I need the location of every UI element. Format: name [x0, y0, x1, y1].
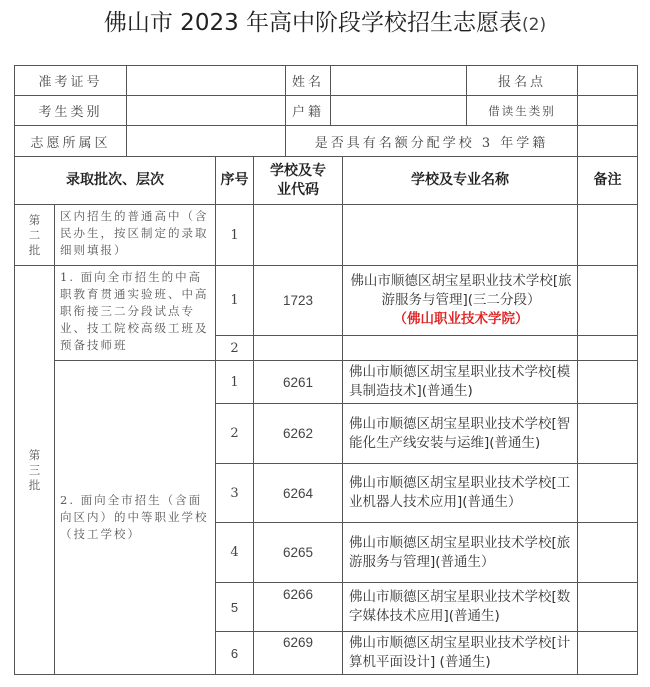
- reg-point-field[interactable]: [577, 65, 638, 96]
- b3l2-seq-2: 2: [215, 403, 254, 464]
- batch2-char: 批: [28, 242, 41, 257]
- b3l2-school-5[interactable]: 佛山市顺德区胡宝星职业技术学校[数字媒体技术应用](普通生): [342, 582, 578, 632]
- batch3-level2-text: 2. 面向全市招生（含面向区内）的中等职业学校（技工学校）: [60, 493, 209, 541]
- b3l2-school-6[interactable]: 佛山市顺德区胡宝星职业技术学校[计算机平面设计] (普通生): [342, 631, 578, 675]
- batch2-remark-field[interactable]: [577, 204, 638, 266]
- b3l2-seq-1: 1: [215, 360, 254, 404]
- b3l2-code-3[interactable]: 6264: [253, 463, 343, 523]
- b3l2-code-1[interactable]: 6261: [253, 360, 343, 404]
- batch2-code-field[interactable]: [253, 204, 343, 266]
- b3l1-remark-1[interactable]: [577, 265, 638, 336]
- b3l2-remark-4[interactable]: [577, 522, 638, 583]
- school-note: （佛山职业技术学院）: [393, 311, 529, 327]
- batch2-seq: 1: [215, 204, 254, 266]
- b3l2-remark-2[interactable]: [577, 403, 638, 464]
- district-field[interactable]: [126, 125, 286, 157]
- b3l1-code-2[interactable]: [253, 335, 343, 361]
- b3l2-code-4[interactable]: 6265: [253, 522, 343, 583]
- batch3-level1: 1. 面向全市招生的中高职教育贯通实验班、中高职衔接三二分段试点专业、技工院校高级工班及预备技师班: [54, 265, 216, 361]
- batch3-level2: [54, 360, 216, 675]
- b3l2-seq-6: 6: [215, 631, 254, 675]
- header-code-line1: 学校及专: [270, 162, 326, 179]
- b3l2-seq-4: 4: [215, 522, 254, 583]
- reg-point-label: 报名点: [466, 65, 578, 96]
- student-type-field[interactable]: [126, 95, 286, 126]
- b3l2-seq-5: 5: [215, 582, 254, 632]
- title-suffix: (2): [522, 15, 547, 35]
- exam-no-label: 准考证号: [14, 65, 127, 96]
- batch2-label: [14, 204, 55, 266]
- quota-field[interactable]: [577, 125, 638, 157]
- borrow-type-label: 借读生类别: [466, 95, 578, 126]
- batch3-label: [14, 265, 55, 675]
- title-text: 佛山市 2023 年高中阶段学校招生志愿表: [103, 10, 523, 36]
- exam-no-field[interactable]: [126, 65, 286, 96]
- b3l1-remark-2[interactable]: [577, 335, 638, 361]
- header-batch: 录取批次、层次: [14, 156, 216, 205]
- borrow-type-field[interactable]: [577, 95, 638, 126]
- b3l2-seq-3: 3: [215, 463, 254, 523]
- b3l1-school-1[interactable]: [342, 265, 578, 336]
- b3l1-code-1[interactable]: 1723: [253, 265, 343, 336]
- batch2-char: 二: [28, 227, 41, 242]
- header-school: 学校及专业名称: [342, 156, 578, 205]
- quota-label: 是否具有名额分配学校 3 年学籍: [285, 125, 578, 157]
- b3l1-seq-1: 1: [215, 265, 254, 336]
- b3l2-school-3[interactable]: 佛山市顺德区胡宝星职业技术学校[工业机器人技术应用](普通生）: [342, 463, 578, 523]
- batch2-school-field[interactable]: [342, 204, 578, 266]
- b3l2-remark-6[interactable]: [577, 631, 638, 675]
- header-seq: 序号: [215, 156, 254, 205]
- b3l2-remark-5[interactable]: [577, 582, 638, 632]
- b3l2-code-6[interactable]: 6269: [253, 631, 343, 675]
- b3l2-school-2[interactable]: 佛山市顺德区胡宝星职业技术学校[智能化生产线安装与运维](普通生): [342, 403, 578, 464]
- b3l2-school-1[interactable]: 佛山市顺德区胡宝星职业技术学校[模具制造技术](普通生): [342, 360, 578, 404]
- batch3-char: 第: [28, 447, 41, 462]
- name-label: 姓名: [285, 65, 331, 96]
- school-name: 佛山市顺德区胡宝星职业技术学校[旅游服务与管理](三二分段）: [350, 273, 572, 308]
- b3l2-code-5[interactable]: 6266: [253, 582, 343, 632]
- household-field[interactable]: [330, 95, 467, 126]
- name-field[interactable]: [330, 65, 467, 96]
- header-code-line2: 业代码: [277, 181, 319, 198]
- b3l2-code-2[interactable]: 6262: [253, 403, 343, 464]
- batch3-char: 批: [28, 477, 41, 492]
- batch2-level: 区内招生的普通高中（含民办生，按区制定的录取细则填报）: [54, 204, 216, 266]
- page-title: [0, 4, 650, 37]
- b3l2-school-4[interactable]: 佛山市顺德区胡宝星职业技术学校[旅游服务与管理](普通生）: [342, 522, 578, 583]
- batch3-char: 三: [28, 462, 41, 477]
- header-code: [253, 156, 343, 205]
- b3l2-remark-1[interactable]: [577, 360, 638, 404]
- student-type-label: 考生类别: [14, 95, 127, 126]
- b3l2-remark-3[interactable]: [577, 463, 638, 523]
- b3l1-school-2[interactable]: [342, 335, 578, 361]
- header-remark: 备注: [577, 156, 638, 205]
- household-label: 户籍: [285, 95, 331, 126]
- batch2-char: 第: [28, 212, 41, 227]
- district-label: 志愿所属区: [14, 125, 127, 157]
- b3l1-seq-2: 2: [215, 335, 254, 361]
